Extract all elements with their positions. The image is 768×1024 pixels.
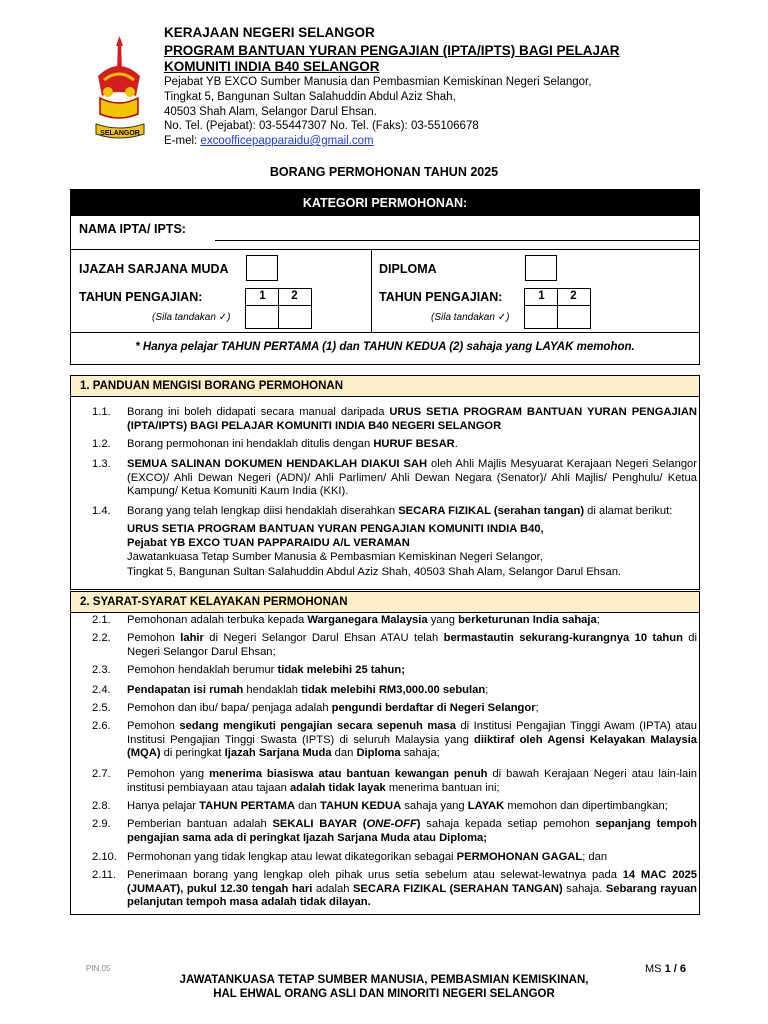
list-item [92,851,697,865]
bold-text: lahir [180,632,204,644]
list-item [92,684,697,698]
item-text [127,406,697,433]
item-number: 2.9. [92,818,111,830]
text: yang [427,614,459,626]
bold-text: ONE-OFF [366,818,417,830]
nama-ipta-input-line[interactable] [215,240,699,241]
item-number: 2.2. [92,632,111,644]
address-line-4: Tingkat 5, Bangunan Sultan Salahuddin Abdul Aziz Shah, 40503 Shah Alam, Selangor Darul Ehsan. [127,566,622,578]
text: Borang ini boleh didapati secara manual daripada [127,406,390,418]
text: menerima bantuan ini; [385,781,500,794]
list-item [92,720,697,761]
section-1-title: 1. PANDUAN MENGISI BORANG PERMOHONAN [70,375,700,397]
item-text [127,632,697,659]
text: Pemohon yang [127,768,210,780]
bold-text: bermastautin sekurang-kurangnya 10 tahun [443,632,683,644]
item-number: 1.3. [92,458,111,470]
header-phone: No. Tel. (Pejabat): 03-55447307 No. Tel. (Faks): 03-55106678 [164,120,479,132]
page-label: MS [645,963,665,975]
bold-text: sepanjang tempoh pengajian sama ada di peringkat Ijazah Sarjana Muda atau Diploma; [127,818,697,844]
list-item [92,505,697,519]
text: di peringkat [160,747,225,760]
item-text [127,505,697,519]
bold-text: tidak melebihi 25 tahun; [277,664,405,676]
footer-line-2: HAL EHWAL ORANG ASLI DAN MINORITI NEGERI SELANGOR [213,988,555,1000]
diploma-year-1-label: 1 [538,290,545,302]
item-text [127,702,697,716]
text: Pemohon dan ibu/ bapa/ penjaga adalah [127,702,332,714]
text: Borang permohonan ini hendaklah ditulis dengan [127,438,374,450]
text: Pemohon hendaklah berumur [127,664,278,676]
text: Hanya pelajar [127,800,200,812]
bold-text: SECARA FIZIKAL (serahan tangan) [398,505,585,517]
address-line-3: Jawatankuasa Tetap Sumber Manusia & Pembasmian Kemiskinan Negeri Selangor, [127,551,543,563]
selangor-crest-logo [88,36,158,146]
item-text [127,720,697,761]
footer-line-1: JAWATANKUASA TETAP SUMBER MANUSIA, PEMBASMIAN KEMISKINAN, [179,974,589,986]
text: hendaklah [243,684,302,696]
header-title-gov: KERAJAAN NEGERI SELANGOR [164,25,375,40]
email-link[interactable]: excoofficepapparaidu@gmail.com [200,135,374,147]
text: Pemberian bantuan adalah [127,818,273,830]
diploma-year-1-checkbox[interactable] [525,306,557,328]
item-text [127,818,697,845]
text: sahaja yang [401,800,468,812]
bold-text: SEMUA SALINAN DOKUMEN HENDAKLAH DIAKUI SAH [127,458,428,470]
text: Borang yang telah lengkap diisi hendaklah diserahkan [127,505,399,517]
bold-text: tidak melebihi RM3,000.00 sebulan [301,684,486,696]
bold-text: berketurunan India sahaja [458,614,597,626]
text: sahaja kepada setiap pemohon [420,818,596,830]
bold-text: menerima biasiswa atau bantuan kewangan penuh [209,768,488,780]
header-title-community: KOMUNITI INDIA B40 SELANGOR [164,59,380,74]
list-item [92,614,697,628]
eligibility-note: * Hanya pelajar TAHUN PERTAMA (1) dan TAHUN KEDUA (2) sahaja yang LAYAK memohon. [135,341,635,353]
ijazah-year-1-checkbox[interactable] [246,306,278,328]
list-item [92,406,697,433]
item-text [127,851,697,865]
bold-text: PERMOHONAN GAGAL [456,851,583,863]
text: Pemohon [127,720,180,732]
text: dan [295,800,320,812]
text: . [454,438,458,450]
svg-text:SELANGOR: SELANGOR [100,130,140,137]
text: adalah [312,882,353,895]
item-number: 2.6. [92,720,111,732]
item-text [127,664,697,678]
list-item [92,800,697,814]
ijazah-checkbox[interactable] [246,255,278,281]
list-item [92,458,697,499]
item-number: 1.1. [92,406,111,418]
text: Penerimaan borang yang lengkap oleh pihak urus setia sebelum atau selewat-lewatnya pada [127,869,623,881]
diploma-year-grid [524,288,591,329]
address-line-1: URUS SETIA PROGRAM BANTUAN YURAN PENGAJIAN KOMUNITI INDIA B40, [127,523,544,535]
bold-text: adalah tidak layak [289,781,386,794]
bold-text: diiktiraf oleh Agensi Kelayakan Malaysia (MQA) [127,733,697,760]
item-number: 1.4. [92,505,111,517]
bold-text: ) [416,818,421,830]
text: Pemohon [127,632,181,644]
header-address-2: Tingkat 5, Bangunan Sultan Salahuddin Abdul Aziz Shah, [164,91,456,103]
diploma-year-2-checkbox[interactable] [558,306,590,328]
bold-text: TAHUN PERTAMA [199,800,296,812]
bold-text: LAYAK [467,800,505,812]
list-item [92,702,697,716]
ijazah-sila-note: (Sila tandakan ✓) [152,312,231,323]
item-number: 2.7. [92,768,111,780]
bold-text: URUS SETIA PROGRAM BANTUAN YURAN PENGAJIAN (IPTA/IPTS) BAGI PELAJAR KOMUNITI INDIA B40 NEGERI SELANGOR [127,406,697,432]
text: memohon dan dipertimbangkan; [504,800,668,812]
bold-text: Sebarang rayuan pelanjutan tempoh masa adalah tidak dilayan. [127,882,697,909]
divider [71,249,699,250]
item-number: 2.5. [92,702,111,714]
list-item [92,818,697,845]
list-item [92,632,697,659]
text: di Negeri Selangor Darul Ehsan ATAU telah [203,632,444,644]
header-address-3: 40503 Shah Alam, Selangor Darul Ehsan. [164,106,377,118]
text: sahaja; [400,747,440,760]
item-text [127,684,697,698]
item-text [127,768,697,795]
bold-text: SEKALI BAYAR ( [272,818,367,830]
bold-text: 14 MAC 2025 (JUMAAT), pukul 12.30 tengah hari [127,869,697,895]
kategori-title: KATEGORI PERMOHONAN: [71,190,699,216]
address-line-2: Pejabat YB EXCO TUAN PAPPARAIDU A/L VERAMAN [127,537,410,549]
item-number: 2.10. [92,851,117,863]
section-2-title: 2. SYARAT-SYARAT KELAYAKAN PERMOHONAN [70,591,700,613]
text: dan [331,747,357,760]
ijazah-year-2-checkbox[interactable] [279,306,311,328]
text: Permohonan yang tidak lengkap atau lewat dikategorikan sebagai [127,851,457,863]
item-number: 2.4. [92,684,111,696]
list-item [92,438,697,452]
ijazah-year-1-label: 1 [259,290,266,302]
ijazah-tahun-label: TAHUN PENGAJIAN: [79,290,203,304]
text: di alamat berikut: [584,505,673,517]
page-value: 1 / 6 [664,963,686,975]
bold-text: Ijazah Sarjana Muda [224,747,332,760]
item-text [127,614,697,628]
text: ; [535,702,539,714]
list-item [92,869,697,910]
email-label: E-mel: [164,135,201,147]
text: di bawah Kerajaan Negeri atau lain-lain institusi pembiayaan atau tajaan [127,768,697,794]
bold-text: HURUF BESAR [373,438,455,450]
diploma-checkbox[interactable] [525,255,557,281]
diploma-year-2-label: 2 [570,290,577,302]
item-text [127,800,697,814]
header-title-program: PROGRAM BANTUAN YURAN PENGAJIAN (IPTA/IPTS) BAGI PELAJAR [164,43,620,58]
text: ; [596,614,600,626]
bold-text: SECARA FIZIKAL (SERAHAN TANGAN) [352,882,563,895]
column-divider [371,249,372,332]
ijazah-year-grid [245,288,312,329]
item-number: 1.2. [92,438,111,450]
text: oleh Ahli Majlis Mesyuarat Kerajaan Negeri Selangor (EXCO)/ Ahli Dewan Negeri (ADN)/ Ahli Parlimen/ Ahli Dewan Negara (Senator)/ Ahli Majlis/ Penghulu/ Ketua Kampung/ Ketua Komuniti Kaum India (KKI). [127,458,697,498]
item-text [127,869,697,910]
item-number: 2.8. [92,800,111,812]
nama-ipta-label: NAMA IPTA/ IPTS: [79,222,186,236]
text: di Institusi Pengajian Tinggi Awam (IPTA) atau Institusi Pengajian Tinggi Swasta (IPTS) di seluruh Malaysia yang [127,720,697,746]
item-text [127,458,697,499]
ijazah-year-2-label: 2 [291,290,298,302]
bold-text: pengundi berdaftar di Negeri Selangor [331,702,536,714]
list-item [92,768,697,795]
ijazah-label: IJAZAH SARJANA MUDA [79,262,229,276]
diploma-tahun-label: TAHUN PENGAJIAN: [379,290,503,304]
header-email-row [164,135,374,147]
bold-text: Warganegara Malaysia [307,614,428,626]
item-number: 2.3. [92,664,111,676]
form-title: BORANG PERMOHONAN TAHUN 2025 [269,165,499,179]
bold-text: Pendapatan isi rumah [127,684,244,696]
diploma-sila-note: (Sila tandakan ✓) [431,312,510,323]
item-number: 2.1. [92,614,111,626]
form-code: PIN.05 [86,964,111,973]
bold-text: Diploma [356,747,401,760]
text: Pemohonan adalah terbuka kepada [127,614,308,626]
text: ; [485,684,489,696]
text: sahaja. [562,882,606,895]
diploma-label: DIPLOMA [379,262,437,276]
text: di Negeri Selangor Darul Ehsan; [127,632,698,658]
list-item [92,664,697,678]
header-address-1: Pejabat YB EXCO Sumber Manusia dan Pembasmian Kemiskinan Negeri Selangor, [164,76,592,88]
item-number: 2.11. [92,869,117,881]
text: ; dan [582,851,608,863]
bold-text: TAHUN KEDUA [319,800,402,812]
bold-text: sedang mengikuti pengajian secara sepenuh masa [179,720,456,732]
item-text [127,438,697,452]
divider [71,332,699,333]
